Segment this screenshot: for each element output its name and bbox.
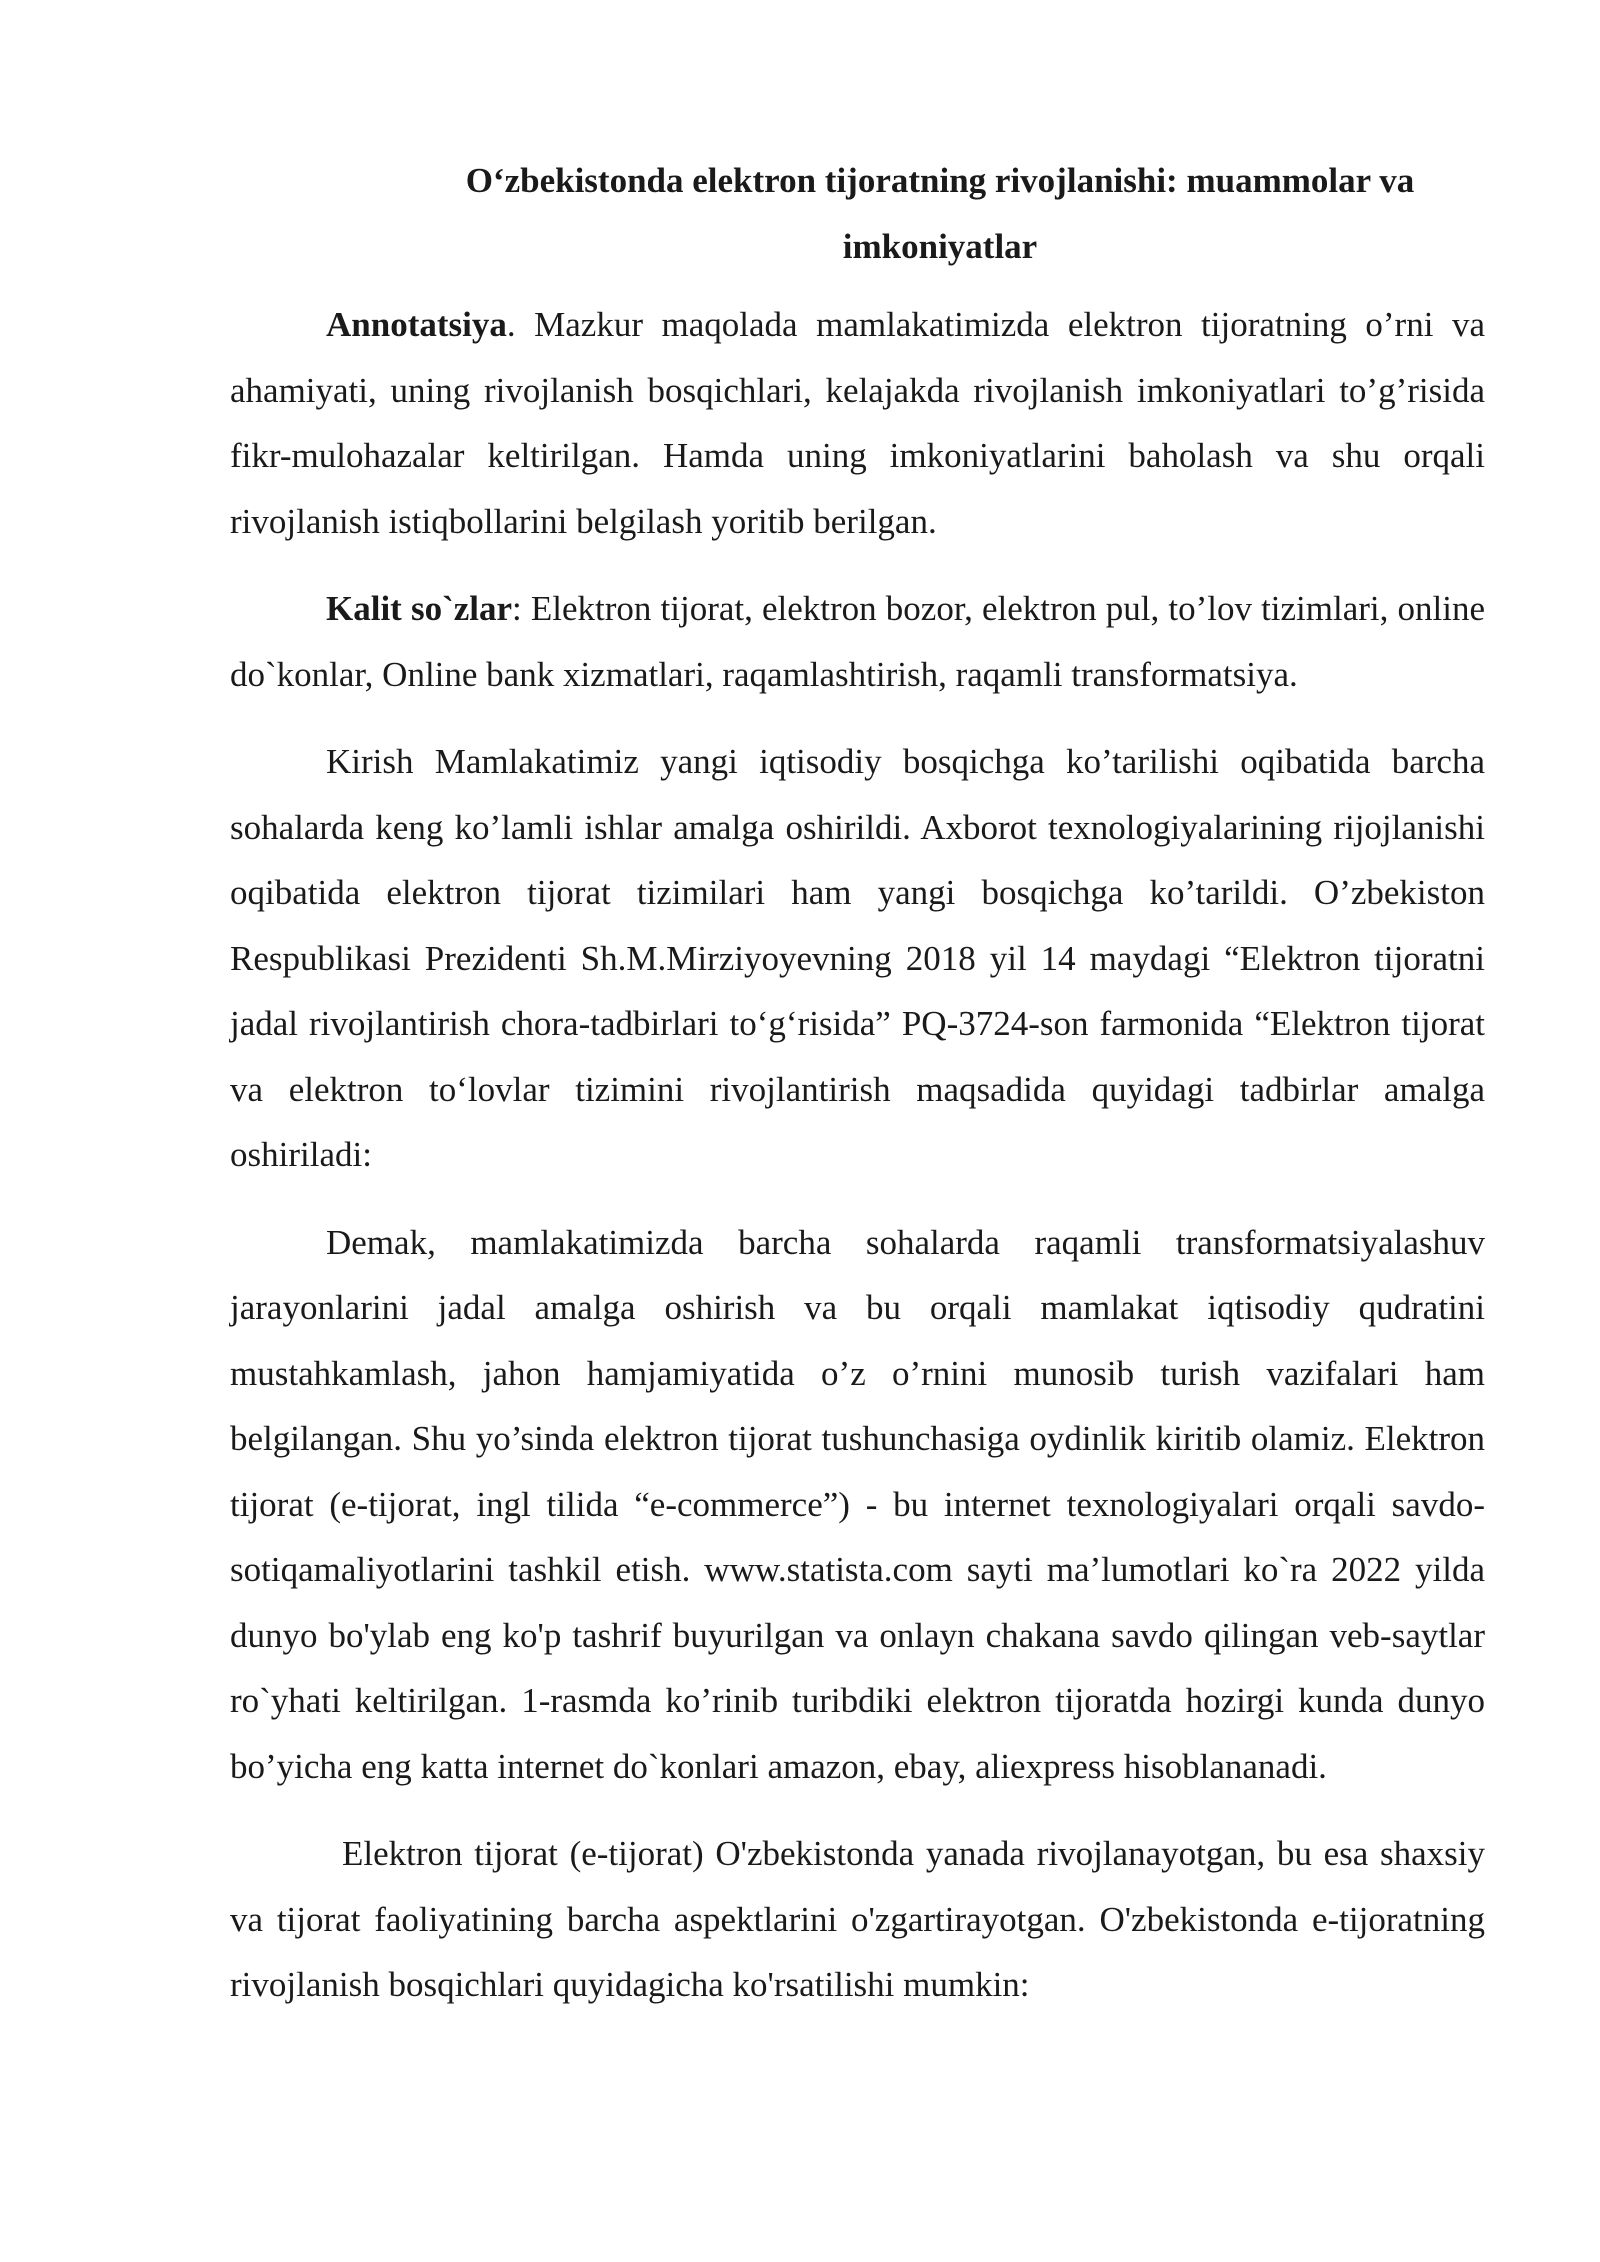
article-title: O‘zbekistonda elektron tijoratning rivojlanishi: muammolar va imkoniyatlar bbox=[465, 161, 1415, 266]
keywords-label: Kalit so`zlar bbox=[326, 589, 513, 628]
keywords-text: : Elektron tijorat, elektron bozor, elektron pul, to’lov tizimlari, online do`konlar, Online bank xizmatlari, raqamlashtirish, raqamli transformatsiya. bbox=[230, 589, 1485, 694]
introduction-paragraph: Kirish Mamlakatimiz yangi iqtisodiy bosqichga ko’tarilishi oqibatida barcha sohalarda keng ko’lamli ishlar amalga oshirildi. Axborot texnologiyalarining rijojlanishi oqibatida elektron tijorat tizimilari ham yangi bosqichga ko’tarildi. O’zbekiston Respublikasi Prezidenti Sh.M.Mirziyoyevning 2018 yil 14 maydagi “Elektron tijoratni jadal rivojlantirish chora-tadbirlari to‘g‘risida” PQ-3724-son farmonida “Elektron tijorat va elektron to‘lovlar tizimini rivojlantirish maqsadida quyidagi tadbirlar amalga oshiriladi: bbox=[230, 742, 1485, 1174]
keywords-paragraph bbox=[230, 576, 1485, 707]
abstract-label: Annotatsiya bbox=[326, 305, 507, 344]
body-paragraph: Demak, mamlakatimizda barcha sohalarda raqamli transformatsiyalashuv jarayonlarini jadal amalga oshirish va bu orqali mamlakat iqtisodiy qudratini mustahkamlash, jahon hamjamiyatida o’z o’rnini munosib turish vazifalari ham belgilangan. Shu yo’sinda elektron tijorat tushunchasiga oydinlik kiritib olamiz. Elektron tijorat (e-tijorat, ingl tilida “e-commerce”) - bu internet texnologiyalari orqali savdo-sotiqamaliyotlarini tashkil etish. www.statista.com sayti ma’lumotlari ko`ra 2022 yilda dunyo bo'ylab eng ko'p tashrif buyurilgan va onlayn chakana savdo qilingan veb-saytlar ro`yhati keltirilgan. 1-rasmda ko’rinib turibdiki elektron tijoratda hozirgi kunda dunyo bo’yicha eng katta internet do`konlari amazon, ebay, aliexpress hisoblananadi. bbox=[230, 1222, 1485, 1786]
abstract-paragraph bbox=[230, 292, 1485, 554]
abstract-text: . Mazkur maqolada mamlakatimizda elektron tijoratning o’rni va ahamiyati, uning rivojlanish bosqichlari, kelajakda rivojlanish imkoniyatlari to’g’risida fikr-mulohazalar keltirilgan. Hamda uning imkoniyatlarini baholash va shu orqali rivojlanish istiqbollarini belgilash yoritib berilgan. bbox=[230, 305, 1485, 541]
document-page bbox=[230, 148, 1485, 2040]
body-paragraph: Elektron tijorat (e-tijorat) O'zbekistonda yanada rivojlanayotgan, bu esa shaxsiy va tijorat faoliyatining barcha aspektlarini o'zgartirayotgan. O'zbekistonda e-tijoratning rivojlanish bosqichlari quyidagicha ko'rsatilishi mumkin: bbox=[230, 1834, 1485, 2004]
